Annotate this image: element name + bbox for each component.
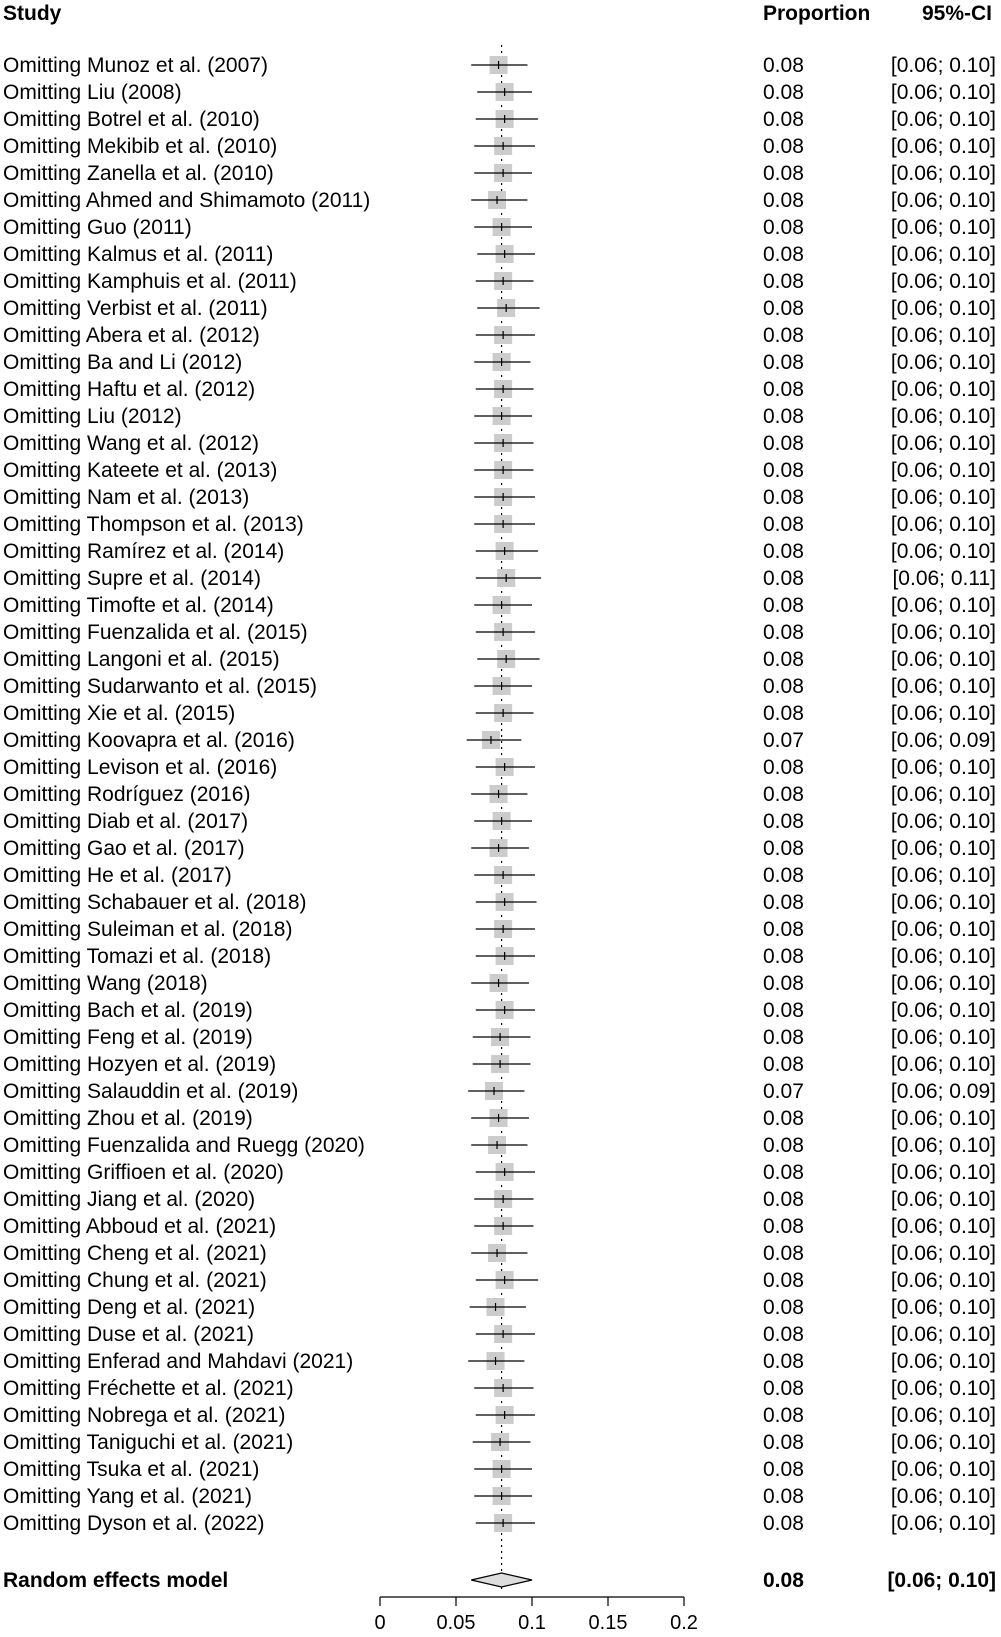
study-proportion: 0.08 xyxy=(763,756,804,779)
study-ci: [0.06; 0.10] xyxy=(890,837,996,860)
study-proportion: 0.08 xyxy=(763,783,804,806)
study-row xyxy=(3,351,996,374)
study-proportion: 0.08 xyxy=(763,81,804,104)
study-row xyxy=(3,297,996,320)
study-label: Omitting Rodríguez (2016) xyxy=(3,783,251,806)
study-label: Omitting Langoni et al. (2015) xyxy=(3,648,280,671)
study-ci: [0.06; 0.10] xyxy=(890,270,996,293)
study-proportion: 0.08 xyxy=(763,1188,804,1211)
study-row xyxy=(3,1080,996,1103)
study-proportion: 0.08 xyxy=(763,54,804,77)
study-row xyxy=(3,837,996,860)
study-label: Omitting Suleiman et al. (2018) xyxy=(3,918,293,941)
header-proportion: Proportion xyxy=(763,2,871,25)
study-ci: [0.06; 0.10] xyxy=(890,432,996,455)
study-row xyxy=(3,135,996,158)
study-ci: [0.06; 0.10] xyxy=(890,945,996,968)
axis-tick-label: 0.2 xyxy=(670,1612,698,1634)
study-row xyxy=(3,162,996,185)
study-ci: [0.06; 0.10] xyxy=(890,783,996,806)
study-proportion: 0.08 xyxy=(763,1323,804,1346)
study-row xyxy=(3,810,996,833)
study-row xyxy=(3,1215,996,1238)
study-ci: [0.06; 0.10] xyxy=(890,594,996,617)
study-label: Omitting Taniguchi et al. (2021) xyxy=(3,1431,294,1454)
study-label: Omitting Gao et al. (2017) xyxy=(3,837,245,860)
study-label: Omitting Fuenzalida and Ruegg (2020) xyxy=(3,1134,365,1157)
study-proportion: 0.08 xyxy=(763,1458,804,1481)
study-ci: [0.06; 0.10] xyxy=(890,999,996,1022)
x-axis xyxy=(374,1597,697,1634)
study-ci: [0.06; 0.10] xyxy=(890,81,996,104)
study-label: Omitting Cheng et al. (2021) xyxy=(3,1242,267,1265)
study-ci: [0.06; 0.10] xyxy=(890,1053,996,1076)
header-study: Study xyxy=(3,2,62,25)
study-proportion: 0.08 xyxy=(763,108,804,131)
study-label: Omitting Jiang et al. (2020) xyxy=(3,1188,256,1211)
study-row xyxy=(3,594,996,617)
study-row xyxy=(3,1188,996,1211)
study-label: Omitting Duse et al. (2021) xyxy=(3,1323,254,1346)
study-label: Omitting Dyson et al. (2022) xyxy=(3,1512,265,1535)
study-row xyxy=(3,1269,996,1292)
study-rows xyxy=(3,54,996,1535)
study-ci: [0.06; 0.10] xyxy=(890,189,996,212)
study-row xyxy=(3,540,996,563)
study-row xyxy=(3,378,996,401)
study-proportion: 0.08 xyxy=(763,837,804,860)
study-proportion: 0.08 xyxy=(763,1107,804,1130)
study-label: Omitting Wang (2018) xyxy=(3,972,208,995)
axis-tick-label: 0.15 xyxy=(588,1612,628,1634)
study-proportion: 0.08 xyxy=(763,459,804,482)
study-proportion: 0.08 xyxy=(763,1269,804,1292)
study-label: Omitting Wang et al. (2012) xyxy=(3,432,259,455)
study-label: Omitting Ahmed and Shimamoto (2011) xyxy=(3,189,371,212)
study-proportion: 0.08 xyxy=(763,1485,804,1508)
study-ci: [0.06; 0.10] xyxy=(890,1350,996,1373)
study-proportion: 0.08 xyxy=(763,1377,804,1400)
study-label: Omitting Hozyen et al. (2019) xyxy=(3,1053,277,1076)
study-label: Omitting Enferad and Mahdavi (2021) xyxy=(3,1350,354,1373)
study-ci: [0.06; 0.10] xyxy=(890,810,996,833)
study-row xyxy=(3,702,996,725)
study-label: Omitting Yang et al. (2021) xyxy=(3,1485,253,1508)
column-headers xyxy=(3,2,992,25)
study-label: Omitting Feng et al. (2019) xyxy=(3,1026,253,1049)
study-row xyxy=(3,1242,996,1265)
study-label: Omitting Kalmus et al. (2011) xyxy=(3,243,274,266)
study-row xyxy=(3,1026,996,1049)
study-label: Omitting Haftu et al. (2012) xyxy=(3,378,256,401)
header-ci: 95%-CI xyxy=(921,2,992,25)
study-row xyxy=(3,972,996,995)
study-label: Omitting Fréchette et al. (2021) xyxy=(3,1377,294,1400)
study-proportion: 0.08 xyxy=(763,864,804,887)
study-row xyxy=(3,54,996,77)
summary-label: Random effects model xyxy=(3,1569,229,1592)
study-label: Omitting Nam et al. (2013) xyxy=(3,486,250,509)
study-proportion: 0.08 xyxy=(763,1404,804,1427)
study-ci: [0.06; 0.10] xyxy=(890,1431,996,1454)
study-ci: [0.06; 0.10] xyxy=(890,459,996,482)
study-row xyxy=(3,783,996,806)
study-proportion: 0.08 xyxy=(763,1512,804,1535)
study-proportion: 0.08 xyxy=(763,945,804,968)
study-row xyxy=(3,1134,996,1157)
summary-diamond xyxy=(471,1573,532,1587)
study-row xyxy=(3,756,996,779)
study-row xyxy=(3,1296,996,1319)
study-proportion: 0.08 xyxy=(763,1134,804,1157)
study-row xyxy=(3,918,996,941)
study-ci: [0.06; 0.10] xyxy=(890,1161,996,1184)
study-ci: [0.06; 0.10] xyxy=(890,540,996,563)
study-label: Omitting Kateete et al. (2013) xyxy=(3,459,278,482)
study-label: Omitting Levison et al. (2016) xyxy=(3,756,278,779)
study-label: Omitting He et al. (2017) xyxy=(3,864,232,887)
study-ci: [0.06; 0.10] xyxy=(890,621,996,644)
study-label: Omitting Tomazi et al. (2018) xyxy=(3,945,272,968)
study-ci: [0.06; 0.10] xyxy=(890,1269,996,1292)
study-ci: [0.06; 0.10] xyxy=(890,486,996,509)
study-row xyxy=(3,1458,996,1481)
study-proportion: 0.08 xyxy=(763,621,804,644)
study-label: Omitting Fuenzalida et al. (2015) xyxy=(3,621,308,644)
study-ci: [0.06; 0.10] xyxy=(890,378,996,401)
axis-tick-label: 0.1 xyxy=(518,1612,546,1634)
study-ci: [0.06; 0.10] xyxy=(890,1485,996,1508)
study-proportion: 0.08 xyxy=(763,432,804,455)
study-row xyxy=(3,648,996,671)
study-ci: [0.06; 0.10] xyxy=(890,1215,996,1238)
study-row xyxy=(3,1485,996,1508)
axis-tick-label: 0.05 xyxy=(436,1612,476,1634)
study-ci: [0.06; 0.09] xyxy=(890,1080,996,1103)
study-row xyxy=(3,891,996,914)
study-row xyxy=(3,270,996,293)
study-row xyxy=(3,432,996,455)
study-proportion: 0.08 xyxy=(763,972,804,995)
study-proportion: 0.08 xyxy=(763,567,804,590)
study-label: Omitting Botrel et al. (2010) xyxy=(3,108,260,131)
study-ci: [0.06; 0.10] xyxy=(890,1188,996,1211)
summary-row xyxy=(3,1569,996,1592)
study-label: Omitting Salauddin et al. (2019) xyxy=(3,1080,299,1103)
study-ci: [0.06; 0.10] xyxy=(890,1512,996,1535)
study-label: Omitting Zhou et al. (2019) xyxy=(3,1107,253,1130)
study-ci: [0.06; 0.10] xyxy=(890,324,996,347)
study-label: Omitting Guo (2011) xyxy=(3,216,192,239)
study-proportion: 0.08 xyxy=(763,1431,804,1454)
study-proportion: 0.08 xyxy=(763,702,804,725)
study-row xyxy=(3,1161,996,1184)
study-proportion: 0.07 xyxy=(763,1080,804,1103)
study-label: Omitting Tsuka et al. (2021) xyxy=(3,1458,260,1481)
study-proportion: 0.08 xyxy=(763,648,804,671)
study-ci: [0.06; 0.10] xyxy=(890,513,996,536)
study-label: Omitting Supre et al. (2014) xyxy=(3,567,261,590)
study-ci: [0.06; 0.10] xyxy=(890,297,996,320)
study-label: Omitting Diab et al. (2017) xyxy=(3,810,249,833)
study-proportion: 0.07 xyxy=(763,729,804,752)
study-proportion: 0.08 xyxy=(763,243,804,266)
study-proportion: 0.08 xyxy=(763,1026,804,1049)
study-row xyxy=(3,999,996,1022)
study-label: Omitting Liu (2012) xyxy=(3,405,182,428)
study-row xyxy=(3,1107,996,1130)
study-row xyxy=(3,1431,996,1454)
study-row xyxy=(3,621,996,644)
study-ci: [0.06; 0.10] xyxy=(890,216,996,239)
study-proportion: 0.08 xyxy=(763,1350,804,1373)
study-label: Omitting Abera et al. (2012) xyxy=(3,324,260,347)
study-proportion: 0.08 xyxy=(763,1242,804,1265)
study-row xyxy=(3,243,996,266)
study-ci: [0.06; 0.10] xyxy=(890,1134,996,1157)
study-ci: [0.06; 0.10] xyxy=(890,108,996,131)
study-row xyxy=(3,513,996,536)
study-label: Omitting Deng et al. (2021) xyxy=(3,1296,256,1319)
study-ci: [0.06; 0.11] xyxy=(892,567,996,590)
study-label: Omitting Timofte et al. (2014) xyxy=(3,594,274,617)
study-label: Omitting Schabauer et al. (2018) xyxy=(3,891,307,914)
study-row xyxy=(3,1350,996,1373)
study-row xyxy=(3,189,996,212)
study-ci: [0.06; 0.10] xyxy=(890,405,996,428)
study-ci: [0.06; 0.10] xyxy=(890,1107,996,1130)
study-proportion: 0.08 xyxy=(763,594,804,617)
study-proportion: 0.08 xyxy=(763,675,804,698)
axis-tick-label: 0 xyxy=(374,1612,386,1634)
study-row xyxy=(3,1053,996,1076)
study-proportion: 0.08 xyxy=(763,324,804,347)
study-proportion: 0.08 xyxy=(763,1296,804,1319)
study-row xyxy=(3,405,996,428)
study-proportion: 0.08 xyxy=(763,999,804,1022)
study-row xyxy=(3,1323,996,1346)
study-ci: [0.06; 0.10] xyxy=(890,1458,996,1481)
study-ci: [0.06; 0.10] xyxy=(890,648,996,671)
study-row xyxy=(3,1512,996,1535)
study-label: Omitting Chung et al. (2021) xyxy=(3,1269,267,1292)
study-label: Omitting Sudarwanto et al. (2015) xyxy=(3,675,317,698)
study-row xyxy=(3,486,996,509)
study-ci: [0.06; 0.10] xyxy=(890,135,996,158)
study-proportion: 0.08 xyxy=(763,486,804,509)
study-row xyxy=(3,864,996,887)
study-row xyxy=(3,459,996,482)
study-label: Omitting Kamphuis et al. (2011) xyxy=(3,270,297,293)
study-row xyxy=(3,324,996,347)
study-proportion: 0.08 xyxy=(763,162,804,185)
study-proportion: 0.08 xyxy=(763,297,804,320)
study-proportion: 0.08 xyxy=(763,918,804,941)
study-ci: [0.06; 0.10] xyxy=(890,891,996,914)
study-proportion: 0.08 xyxy=(763,1161,804,1184)
study-row xyxy=(3,675,996,698)
study-label: Omitting Xie et al. (2015) xyxy=(3,702,236,725)
summary-ci: [0.06; 0.10] xyxy=(887,1569,996,1592)
study-proportion: 0.08 xyxy=(763,810,804,833)
study-label: Omitting Bach et al. (2019) xyxy=(3,999,253,1022)
summary-proportion: 0.08 xyxy=(763,1569,804,1592)
study-label: Omitting Ramírez et al. (2014) xyxy=(3,540,285,563)
study-ci: [0.06; 0.10] xyxy=(890,1323,996,1346)
study-proportion: 0.08 xyxy=(763,513,804,536)
study-ci: [0.06; 0.10] xyxy=(890,1296,996,1319)
study-ci: [0.06; 0.10] xyxy=(890,864,996,887)
study-row xyxy=(3,216,996,239)
study-proportion: 0.08 xyxy=(763,891,804,914)
study-proportion: 0.08 xyxy=(763,216,804,239)
study-ci: [0.06; 0.10] xyxy=(890,54,996,77)
study-row xyxy=(3,567,996,590)
study-ci: [0.06; 0.10] xyxy=(890,1404,996,1427)
study-row xyxy=(3,945,996,968)
study-row xyxy=(3,729,996,752)
study-proportion: 0.08 xyxy=(763,378,804,401)
study-proportion: 0.08 xyxy=(763,405,804,428)
study-row xyxy=(3,1404,996,1427)
study-proportion: 0.08 xyxy=(763,270,804,293)
study-label: Omitting Griffioen et al. (2020) xyxy=(3,1161,284,1184)
study-ci: [0.06; 0.10] xyxy=(890,1242,996,1265)
study-ci: [0.06; 0.10] xyxy=(890,756,996,779)
study-row xyxy=(3,108,996,131)
study-proportion: 0.08 xyxy=(763,540,804,563)
study-ci: [0.06; 0.10] xyxy=(890,918,996,941)
study-ci: [0.06; 0.10] xyxy=(890,972,996,995)
study-proportion: 0.08 xyxy=(763,1215,804,1238)
study-ci: [0.06; 0.10] xyxy=(890,1026,996,1049)
study-row xyxy=(3,81,996,104)
study-label: Omitting Verbist et al. (2011) xyxy=(3,297,268,320)
study-label: Omitting Munoz et al. (2007) xyxy=(3,54,268,77)
study-label: Omitting Mekibib et al. (2010) xyxy=(3,135,278,158)
study-label: Omitting Nobrega et al. (2021) xyxy=(3,1404,286,1427)
study-row xyxy=(3,1377,996,1400)
study-proportion: 0.08 xyxy=(763,1053,804,1076)
study-label: Omitting Liu (2008) xyxy=(3,81,182,104)
study-label: Omitting Koovapra et al. (2016) xyxy=(3,729,295,752)
study-ci: [0.06; 0.10] xyxy=(890,243,996,266)
study-ci: [0.06; 0.10] xyxy=(890,162,996,185)
study-label: Omitting Thompson et al. (2013) xyxy=(3,513,304,536)
study-ci: [0.06; 0.10] xyxy=(890,351,996,374)
study-label: Omitting Abboud et al. (2021) xyxy=(3,1215,277,1238)
study-ci: [0.06; 0.10] xyxy=(890,675,996,698)
study-ci: [0.06; 0.10] xyxy=(890,1377,996,1400)
study-ci: [0.06; 0.09] xyxy=(890,729,996,752)
study-proportion: 0.08 xyxy=(763,189,804,212)
study-label: Omitting Ba and Li (2012) xyxy=(3,351,243,374)
study-proportion: 0.08 xyxy=(763,351,804,374)
study-ci: [0.06; 0.10] xyxy=(890,702,996,725)
study-proportion: 0.08 xyxy=(763,135,804,158)
study-label: Omitting Zanella et al. (2010) xyxy=(3,162,274,185)
